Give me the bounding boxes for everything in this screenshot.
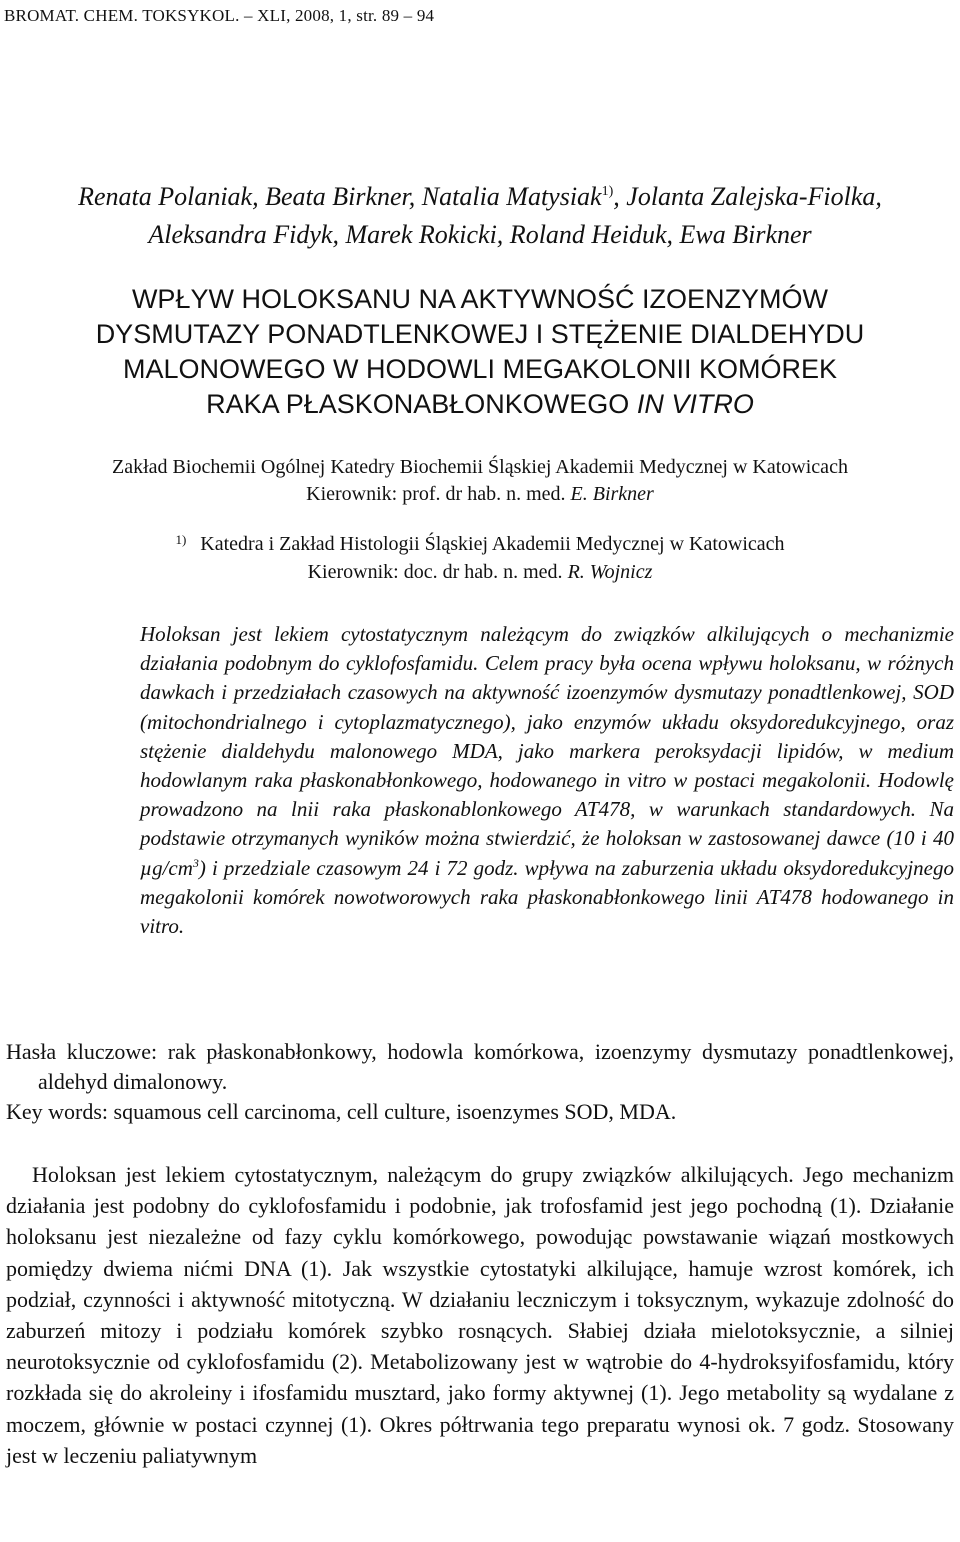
affiliation-1 bbox=[0, 454, 960, 508]
author-line-1 bbox=[0, 178, 960, 216]
affiliation-head-name: E. Birkner bbox=[570, 483, 654, 505]
author-list bbox=[0, 178, 960, 254]
title-in-vitro: IN VITRO bbox=[636, 389, 754, 419]
running-head: BROMAT. CHEM. TOKSYKOL. – XLI, 2008, 1, str. 89 – 94 bbox=[4, 6, 435, 25]
affiliation-head-prefix: Kierownik: doc. dr hab. n. med. bbox=[307, 561, 568, 583]
affiliation-2 bbox=[0, 531, 960, 586]
title-line: MALONOWEGO W HODOWLI MEGAKOLONII KOMÓREK bbox=[122, 354, 838, 384]
affiliation-institution: Zakład Biochemii Ogólnej Katedry Biochemii Śląskiej Akademii Medycznej w Katowicach bbox=[112, 456, 848, 478]
keywords-english: Key words: squamous cell carcinoma, cell culture, isoenzymes SOD, MDA. bbox=[6, 1099, 677, 1124]
keywords-polish: Hasła kluczowe: rak płaskonabłonkowy, hodowla komórkowa, izoenzymy dysmutazy ponadtlenkowej, aldehyd dimalonowy. bbox=[6, 1039, 954, 1094]
author-line-2: Aleksandra Fidyk, Marek Rokicki, Roland Heiduk, Ewa Birkner bbox=[148, 220, 812, 249]
affiliation-head bbox=[0, 481, 960, 508]
affiliation-head-prefix: Kierownik: prof. dr hab. n. med. bbox=[306, 483, 571, 505]
authors-text-cont: , Jolanta Zalejska-Fiolka, bbox=[613, 182, 882, 211]
title-text: RAKA PŁASKONABŁONKOWEGO bbox=[206, 389, 637, 419]
article-title bbox=[0, 282, 960, 422]
title-line bbox=[0, 387, 960, 422]
affiliation-head-name: R. Wojnicz bbox=[567, 561, 653, 583]
abstract-text-cont: ) i przedziale czasowym 24 i 72 godz. wpływa na zaburzenia układu oksydoredukcyjnego megakolonii komórek nowotworowych raka płaskonabłonkowego linii AT478 hodowanego in vitro. bbox=[140, 855, 954, 939]
affiliation-head bbox=[0, 559, 960, 586]
title-line: WPŁYW HOLOKSANU NA AKTYWNOŚĆ IZOENZYMÓW bbox=[131, 284, 829, 314]
abstract-superscript: 3 bbox=[192, 855, 199, 870]
title-line: DYSMUTAZY PONADTLENKOWEJ I STĘŻENIE DIALDEHYDU bbox=[95, 319, 865, 349]
abstract bbox=[140, 620, 954, 941]
authors-text: Renata Polaniak, Beata Birkner, Natalia Matysiak bbox=[78, 182, 602, 211]
body-paragraph: Holoksan jest lekiem cytostatycznym, należącym do grupy związków alkilujących. Jego mechanizm działania jest podobny do cyklofosfamidu i podobnie, jak trofosfamid jest jego pochodną (1). Działanie holoksanu jest niezależne od fazy cyklu komórkowego, powodując powstawanie wiązań mostkowych pomiędzy dwiema nićmi DNA (1). Jak wszystkie cytostatyki alkilujące, hamuje wzrost komórek, ich podział, czynności i aktywność mitotyczną. W działaniu leczniczym i toksycznym, wykazuje zdolność do zaburzeń mitozy i podziału komórek szybko rosnących. Słabiej działa mielotoksycznie, a silniej neurotoksycznie od cyklofosfamidu (2). Metabolizowany jest w wątrobie do 4-hydroksyifosfamidu, który rozkłada się do akroleiny i ifosfamidu musztard, jako formy aktywnej (1). Jego metabolity są wydalane z moczem, głównie w postaci czynnej (1). Okres półtrwania tego preparatu wynosi ok. 7 godz. Stosowany jest w leczeniu paliatywnym bbox=[6, 1162, 954, 1468]
affiliation-institution-text: Katedra i Zakład Histologii Śląskiej Akademii Medycznej w Katowicach bbox=[200, 533, 785, 555]
affiliation-mark: 1) bbox=[175, 532, 187, 547]
abstract-text: Holoksan jest lekiem cytostatycznym należącym do związków alkilujących o mechanizmie działania podobnym do cyklofosfamidu. Celem pracy była ocena wpływu holoksanu, w różnych dawkach i przedziałach czasowych na aktywność izoenzymów dysmutazy ponadtlenkowej, SOD (mitochondrialnego i cytoplazmatycznego), jako enzymów układu oksydoredukcyjnego, oraz stężenie dialdehydu malonowego MDA, jako markera peroksydacji lipidów, w medium hodowlanym raka płaskonabłonkowego, hodowanego in vitro w postaci megakolonii. Hodowlę prowadzono na lnii raka płaskonablonkowego AT478, w warunkach standardowych. Na podstawie otrzymanych wyników można stwierdzić, że holoksan w zastosowanej dawce (10 i 40 µg/cm bbox=[140, 622, 954, 880]
affiliation-institution bbox=[0, 531, 960, 559]
affiliation-mark: 1) bbox=[601, 184, 614, 199]
